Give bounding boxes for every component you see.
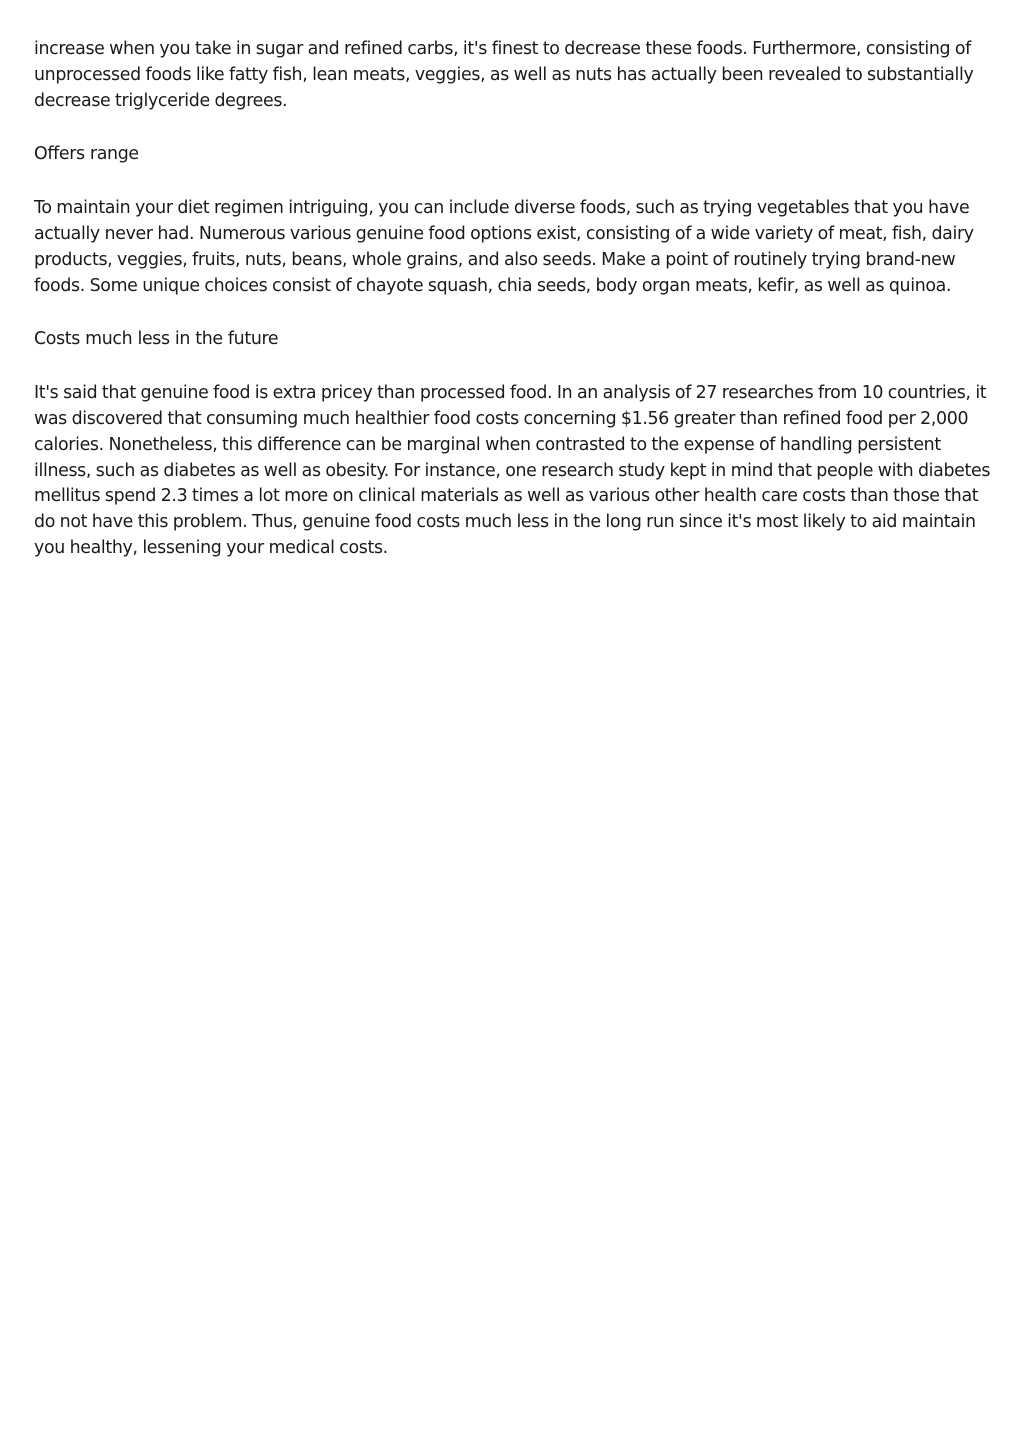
document-page xyxy=(34,37,992,590)
heading-offers-range: Offers range xyxy=(34,144,139,165)
paragraph-costs: It's said that genuine food is extra pricey than processed food. In an analysis of 27 researches from 10 countries, it was discovered that consuming much healthier food costs concerning $1.56 greater than refined food per 2,000 calories. Nonetheless, this difference can be marginal when contrasted to the expense of handling persistent illness, such as diabetes as well as obesity. For instance, one research study kept in mind that people with diabetes mellitus spend 2.3 times a lot more on clinical materials as well as various other health care costs than those that do not have this problem. Thus, genuine food costs much less in the long run since it's most likely to aid maintain you healthy, lessening your medical costs. xyxy=(34,383,991,558)
paragraph-triglycerides: increase when you take in sugar and refined carbs, it's finest to decrease these foods. Furthermore, consisting of unprocessed foods like fatty fish, lean meats, veggies, as well as nuts has actually been revealed to substantially decrease triglyceride degrees. xyxy=(34,39,974,111)
paragraph-variety: To maintain your diet regimen intriguing, you can include diverse foods, such as trying vegetables that you have actually never had. Numerous various genuine food options exist, consisting of a wide variety of meat, fish, dairy products, veggies, fruits, nuts, beans, whole grains, and also seeds. Make a point of routinely trying brand-new foods. Some unique choices consist of chayote squash, chia seeds, body organ meats, kefir, as well as quinoa. xyxy=(34,198,974,296)
heading-costs-less: Costs much less in the future xyxy=(34,329,279,350)
